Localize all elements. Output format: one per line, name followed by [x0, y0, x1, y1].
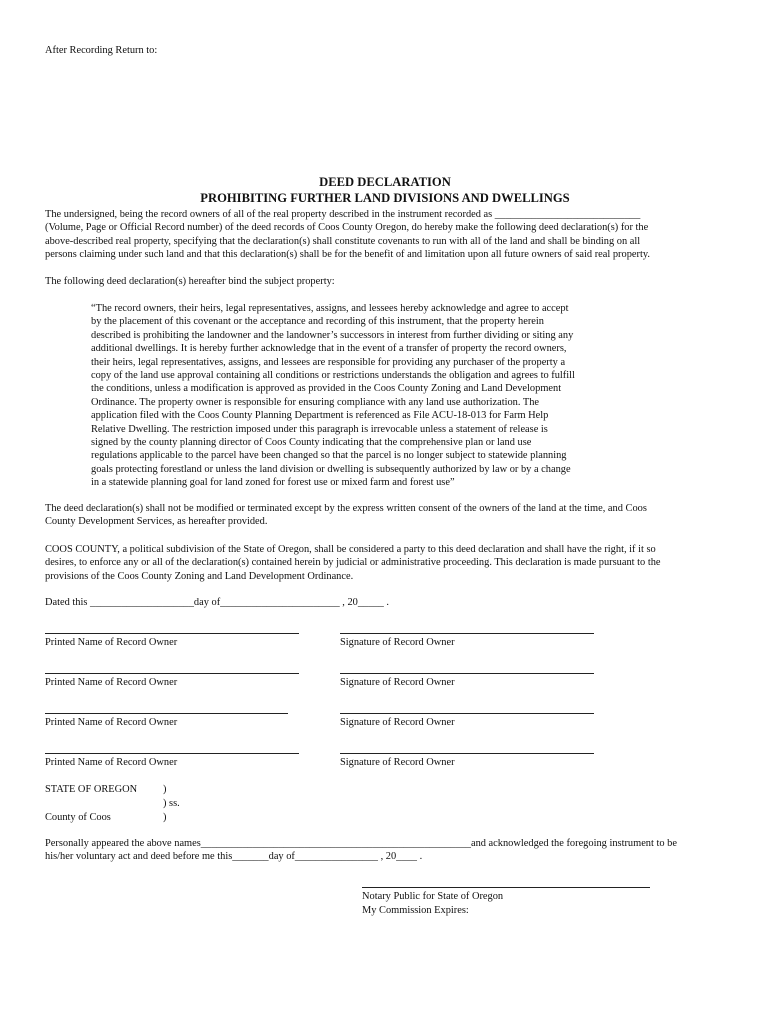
signature-line[interactable] — [340, 633, 594, 634]
intro-paragraph — [45, 208, 725, 262]
document-subtitle: PROHIBITING FURTHER LAND DIVISIONS AND DWELLINGS — [200, 191, 570, 205]
signature-line[interactable] — [340, 713, 594, 714]
county-party-paragraph — [45, 543, 725, 583]
quote-line: “The record owners, their heirs, legal representatives, assigns, and lessees hereby acknowledge and agree to accept — [91, 303, 569, 314]
printed-name-label: Printed Name of Record Owner — [45, 677, 178, 688]
quote-line: their heirs, legal representatives, assigns, and lessees are responsible for providing any purchaser of the property a — [91, 356, 566, 368]
county-line: desires, to enforce any or all of the declaration(s) contained herein by judicial or administrative proceeding. This declaration is made pursuant to the — [45, 557, 661, 569]
acknowledgment-line: his/her voluntary act and deed before me this_______day of________________ , 20____ . — [45, 851, 423, 863]
ss-label: ) ss. — [163, 798, 180, 809]
printed-name-line[interactable] — [45, 753, 299, 754]
state-label: STATE OF OREGON — [45, 784, 138, 795]
quote-line: Ordinance. The property owner is responsible for ensuring compliance with any land use authorization. The — [91, 396, 540, 408]
quote-line: additional dwellings. It is hereby further acknowledge that in the event of a transfer of property the record owners, — [91, 343, 567, 355]
intro-line: (Volume, Page or Official Record number) of the deed records of Coos County Oregon, do hereby make the following deed declaration(s) for the — [45, 222, 649, 234]
quote-line: signed by the county planning director of Coos County indicating that the comprehensive plan or land use — [91, 437, 532, 449]
notary-title: Notary Public for State of Oregon — [362, 891, 504, 902]
signature-line[interactable] — [340, 673, 594, 674]
printed-name-line[interactable] — [45, 633, 299, 634]
quote-line: application filed with the Coos County Planning Department is referenced as File ACU-18-013 for Farm Help — [91, 410, 549, 422]
dated-line: Dated this ____________________day of_______________________ , 20_____ . — [45, 597, 390, 608]
county-label: County of Coos — [45, 812, 111, 823]
intro-line: persons claiming under such land and that this declaration(s) shall be for the benefit of and limitation upon all future owners of said real property. — [45, 249, 650, 261]
signature-label: Signature of Record Owner — [340, 757, 455, 768]
signature-label: Signature of Record Owner — [340, 677, 455, 688]
venue-paren: ) — [163, 784, 167, 795]
quote-line: regulations applicable to the parcel have been changed so that the parcel is no longer subject to statewide planning — [91, 450, 567, 462]
quote-line: in a statewide planning goal for land zoned for forest use or mixed farm and forest use” — [91, 477, 455, 489]
modification-paragraph — [45, 502, 725, 529]
signature-label: Signature of Record Owner — [340, 717, 455, 728]
quote-line: Relative Dwelling. The restriction imposed under this paragraph is irrevocable unless a statement of release is — [91, 423, 548, 435]
printed-name-line[interactable] — [45, 713, 288, 714]
quote-line: copy of the land use approval containing all conditions or restrictions understands the obligation and agrees to fulfill — [91, 370, 575, 382]
printed-name-line[interactable] — [45, 673, 299, 674]
quote-line: the conditions, unless a modification is approved as provided in the Coos County Zoning and Land Development — [91, 383, 562, 395]
printed-name-label: Printed Name of Record Owner — [45, 757, 178, 768]
intro-line: The undersigned, being the record owners of all of the real property described in the instrument recorded as ____________________________ — [45, 209, 641, 220]
bind-statement: The following deed declaration(s) hereafter bind the subject property: — [45, 276, 335, 287]
printed-name-label: Printed Name of Record Owner — [45, 717, 178, 728]
return-address-label: After Recording Return to: — [45, 45, 158, 56]
notary-signature-line[interactable] — [362, 887, 650, 888]
acknowledgment-line: Personally appeared the above names____________________________________________________and acknowledged the foregoing instrument to be — [45, 838, 677, 849]
modification-line: County Development Services, as hereafter provided. — [45, 516, 268, 528]
quote-line: goals protecting forestland or unless the land division or dwelling is subsequently authorized by law or by a change — [91, 463, 571, 475]
venue-paren: ) — [163, 812, 167, 823]
county-line: COOS COUNTY, a political subdivision of the State of Oregon, shall be considered a party to this deed declaration and shall have the right, if it so — [45, 544, 656, 555]
quote-line: described is prohibiting the landowner and the landowner’s successors in interest from further dividing or siting any — [91, 329, 574, 341]
intro-line: above-described real property, specifying that the declaration(s) shall constitute covenants to run with all of the land and shall be binding on all — [45, 235, 641, 247]
document-title: DEED DECLARATION — [319, 175, 451, 189]
quote-line: by the placement of this covenant or the acceptance and recording of this instrument, that the property herein — [91, 316, 544, 328]
printed-name-label: Printed Name of Record Owner — [45, 637, 178, 648]
acknowledgment-paragraph — [45, 837, 725, 864]
signature-label: Signature of Record Owner — [340, 637, 455, 648]
declaration-quote — [91, 302, 651, 490]
modification-line: The deed declaration(s) shall not be modified or terminated except by the express written consent of the owners of the land at the time, and Coos — [45, 503, 647, 514]
signature-line[interactable] — [340, 753, 594, 754]
county-line: provisions of the Coos County Zoning and Land Development Ordinance. — [45, 570, 354, 582]
notary-commission: My Commission Expires: — [362, 905, 469, 916]
